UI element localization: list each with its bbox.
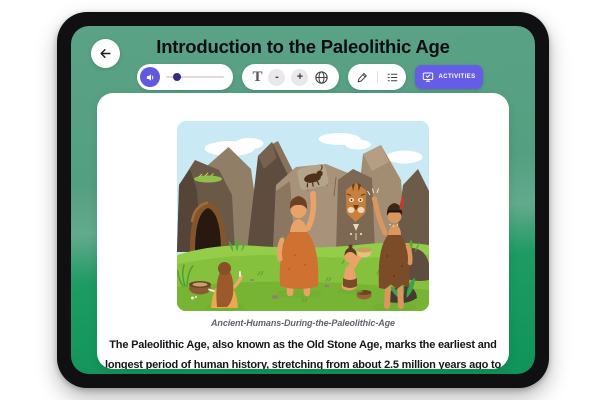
tablet-frame bbox=[57, 12, 549, 388]
volume-button[interactable] bbox=[140, 67, 160, 87]
language-button[interactable] bbox=[314, 70, 329, 85]
lesson-card bbox=[97, 93, 509, 369]
volume-control bbox=[137, 64, 233, 90]
speaker-icon bbox=[145, 72, 156, 83]
font-size-icon[interactable]: T bbox=[252, 68, 263, 85]
pencil-icon bbox=[356, 71, 369, 84]
outline-button[interactable] bbox=[386, 71, 399, 84]
divider bbox=[377, 71, 378, 83]
tablet-screen bbox=[71, 26, 535, 374]
arrow-left-icon bbox=[98, 46, 113, 61]
list-icon bbox=[386, 71, 399, 84]
paragraph-line: longest period of human history, stretching from about 2.5 million years ago to bbox=[105, 359, 501, 369]
paragraph-line: The Paleolithic Age, also known as the Old Stone Age, marks the earliest and bbox=[109, 339, 497, 351]
toolbar bbox=[78, 64, 535, 90]
activities-label: ACTIVITIES bbox=[438, 74, 476, 80]
page-title: Introduction to the Paleolithic Age bbox=[156, 36, 450, 57]
lesson-image bbox=[177, 121, 429, 311]
monitor-check-icon bbox=[422, 71, 434, 83]
image-caption: Ancient-Humans-During-the-Paleolithic-Age bbox=[211, 318, 395, 328]
font-controls bbox=[242, 64, 339, 90]
volume-slider-thumb[interactable] bbox=[173, 73, 181, 81]
annotate-button[interactable] bbox=[356, 71, 369, 84]
volume-slider[interactable] bbox=[166, 76, 224, 78]
font-increase-button[interactable]: + bbox=[291, 69, 308, 86]
tools-group bbox=[348, 64, 406, 90]
globe-icon bbox=[314, 70, 329, 85]
paleolithic-scene-illustration bbox=[177, 121, 429, 311]
lesson-paragraph bbox=[97, 335, 509, 369]
font-decrease-button[interactable]: - bbox=[268, 69, 285, 86]
activities-button[interactable] bbox=[415, 65, 482, 89]
